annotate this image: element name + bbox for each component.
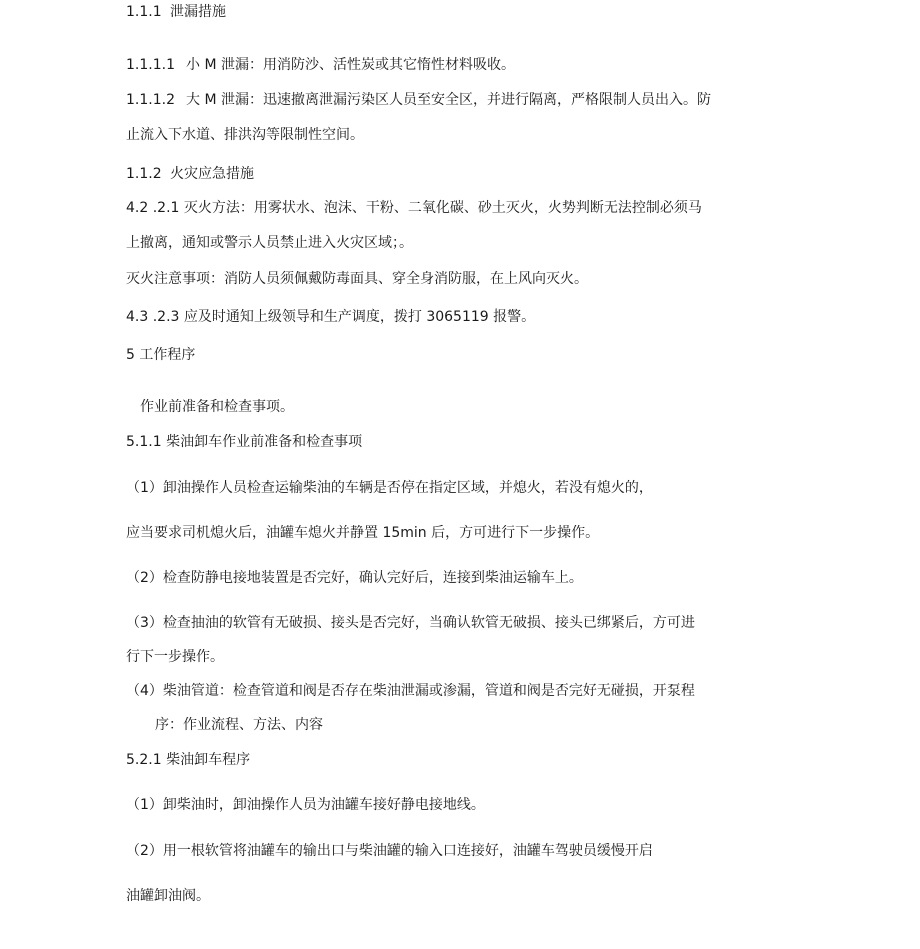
paragraph-fire-method-cont: 上撤离，通知或警示人员禁止进入火灾区域；。 bbox=[126, 235, 413, 251]
heading-5-2-1: 5.2.1 柴油卸车程序 bbox=[126, 752, 251, 768]
list-item-4-cont: 序：作业流程、方法、内容 bbox=[155, 717, 323, 733]
list-item-4: （4）柴油管道：检查管道和阀是否存在柴油泄漏或渗漏，管道和阀是否完好无碰损，开泵程 bbox=[126, 683, 695, 699]
list-item-3-cont: 行下一步操作。 bbox=[126, 649, 224, 665]
item-1-1-1-2-cont: 止流入下水道、排洪沟等限制性空间。 bbox=[126, 127, 364, 143]
list-item-1: （1）卸油操作人员检查运输柴油的车辆是否停在指定区域，并熄火，若没有熄火的， bbox=[126, 480, 653, 496]
paragraph-notify: 4.3 .2.3 应及时通知上级领导和生产调度，拨打 3065119 报警。 bbox=[126, 309, 536, 325]
heading-5-1-1: 5.1.1 柴油卸车作业前准备和检查事项 bbox=[126, 434, 363, 450]
paragraph-fire-method: 4.2 .2.1 灭火方法：用雾状水、泡沫、干粉、二氧化碳、砂土灭火，火势判断无法控制必须马 bbox=[126, 200, 702, 216]
item-1-1-1-2: 1.1.1.2 大 M 泄漏：迅速撤离泄漏污染区人员至安全区，并进行隔离，严格限制人员出入。防 bbox=[126, 92, 711, 108]
paragraph-preparation: 作业前准备和检查事项。 bbox=[140, 399, 294, 415]
heading-1-1-1: 1.1.1 泄漏措施 bbox=[126, 4, 226, 20]
item-1-1-1-1: 1.1.1.1 小 M 泄漏：用消防沙、活性炭或其它惰性材料吸收。 bbox=[126, 57, 515, 73]
procedure-item-2: （2）用一根软管将油罐车的输出口与柴油罐的输入口连接好，油罐车驾驶员缓慢开启 bbox=[126, 843, 653, 859]
heading-1-1-2: 1.1.2 火灾应急措施 bbox=[126, 166, 254, 182]
list-item-3: （3）检查抽油的软管有无破损、接头是否完好，当确认软管无破损、接头已绑紧后，方可进 bbox=[126, 615, 695, 631]
list-item-1-cont: 应当要求司机熄火后，油罐车熄火并静置 15min 后，方可进行下一步操作。 bbox=[126, 525, 600, 541]
paragraph-fire-notes: 灭火注意事项：消防人员须佩戴防毒面具、穿全身消防服，在上风向灭火。 bbox=[126, 271, 588, 287]
list-item-2: （2）检查防静电接地装置是否完好，确认完好后，连接到柴油运输车上。 bbox=[126, 570, 583, 586]
procedure-item-1: （1）卸柴油时，卸油操作人员为油罐车接好静电接地线。 bbox=[126, 797, 485, 813]
procedure-item-2-cont: 油罐卸油阀。 bbox=[126, 888, 210, 904]
heading-5: 5 工作程序 bbox=[126, 347, 196, 363]
